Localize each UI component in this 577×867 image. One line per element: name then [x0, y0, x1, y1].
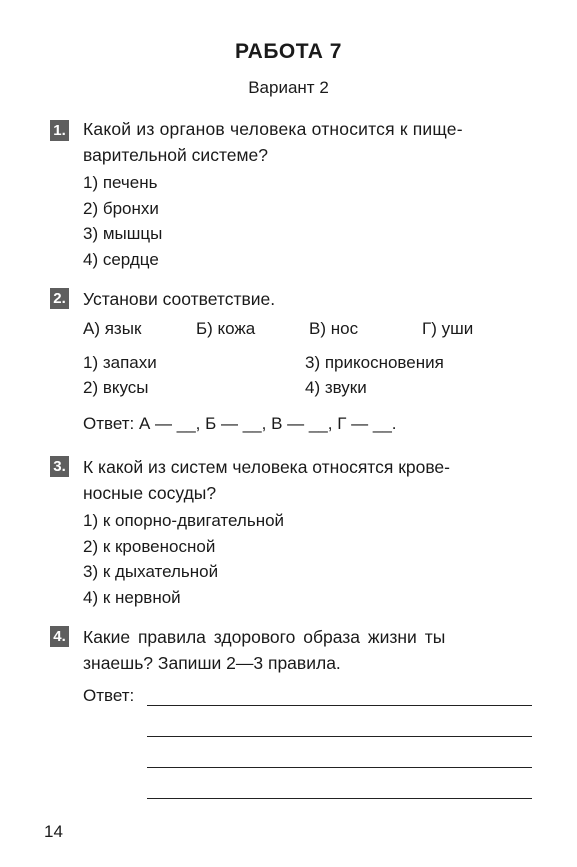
page-number: 14 — [44, 822, 63, 841]
page-title: РАБОТА 7 — [235, 40, 342, 63]
answer-line[interactable] — [147, 767, 532, 768]
letter-item: А) язык — [83, 319, 142, 338]
task-2-items-row — [83, 350, 540, 375]
letter-item: В) нос — [309, 319, 359, 338]
letter-item: Г) уши — [422, 319, 474, 338]
task-1-question — [83, 116, 540, 168]
answer-line[interactable] — [147, 705, 532, 706]
question-line: Какой из органов человека относится к пище- — [83, 119, 463, 139]
option: 3) к дыхательной — [83, 562, 219, 581]
match-item: 2) вкусы — [83, 378, 149, 397]
question-line: Какие правила здорового образа жизни ты — [83, 627, 446, 647]
task-2 — [50, 286, 540, 434]
task-1 — [50, 116, 540, 272]
task-number-badge: 2. — [50, 288, 69, 309]
option: 1) печень — [83, 173, 158, 192]
match-item: 1) запахи — [83, 353, 157, 372]
task-1-options — [83, 170, 540, 272]
option: 1) к опорно-двигательной — [83, 511, 285, 530]
answer-line[interactable] — [147, 798, 532, 799]
option: 2) бронхи — [83, 198, 159, 218]
question-line: знаешь? Запиши 2—3 правила. — [83, 653, 341, 673]
option: 4) сердце — [83, 249, 159, 269]
task-4 — [50, 624, 540, 676]
question-line: К какой из систем человека относятся крове- — [83, 457, 450, 477]
task-3-question — [83, 454, 540, 506]
task-3 — [50, 454, 540, 610]
option: 3) мышцы — [83, 224, 163, 243]
task-3-options — [83, 508, 540, 610]
task-4-answer-label: Ответ: — [83, 686, 135, 705]
task-number-badge: 1. — [50, 120, 69, 141]
question-line: носные сосуды? — [83, 483, 217, 503]
match-item: 4) звуки — [305, 378, 367, 397]
letter-item: Б) кожа — [196, 319, 256, 338]
answer-line[interactable] — [147, 736, 532, 737]
option: 2) к кровеносной — [83, 536, 216, 556]
task-4-question — [83, 624, 540, 676]
option: 4) к нервной — [83, 587, 181, 607]
variant-label: Вариант 2 — [248, 78, 329, 97]
task-number-badge: 4. — [50, 626, 69, 647]
task-2-answer: Ответ: А — __, Б — __, В — __, Г — __. — [83, 414, 397, 433]
answer-lines — [147, 705, 532, 829]
match-item: 3) прикосновения — [305, 353, 444, 372]
task-2-letters — [83, 316, 540, 342]
task-2-question: Установи соответствие. — [83, 289, 276, 309]
task-2-items-row — [83, 375, 540, 400]
task-number-badge: 3. — [50, 456, 69, 477]
question-line: варительной системе? — [83, 145, 268, 165]
